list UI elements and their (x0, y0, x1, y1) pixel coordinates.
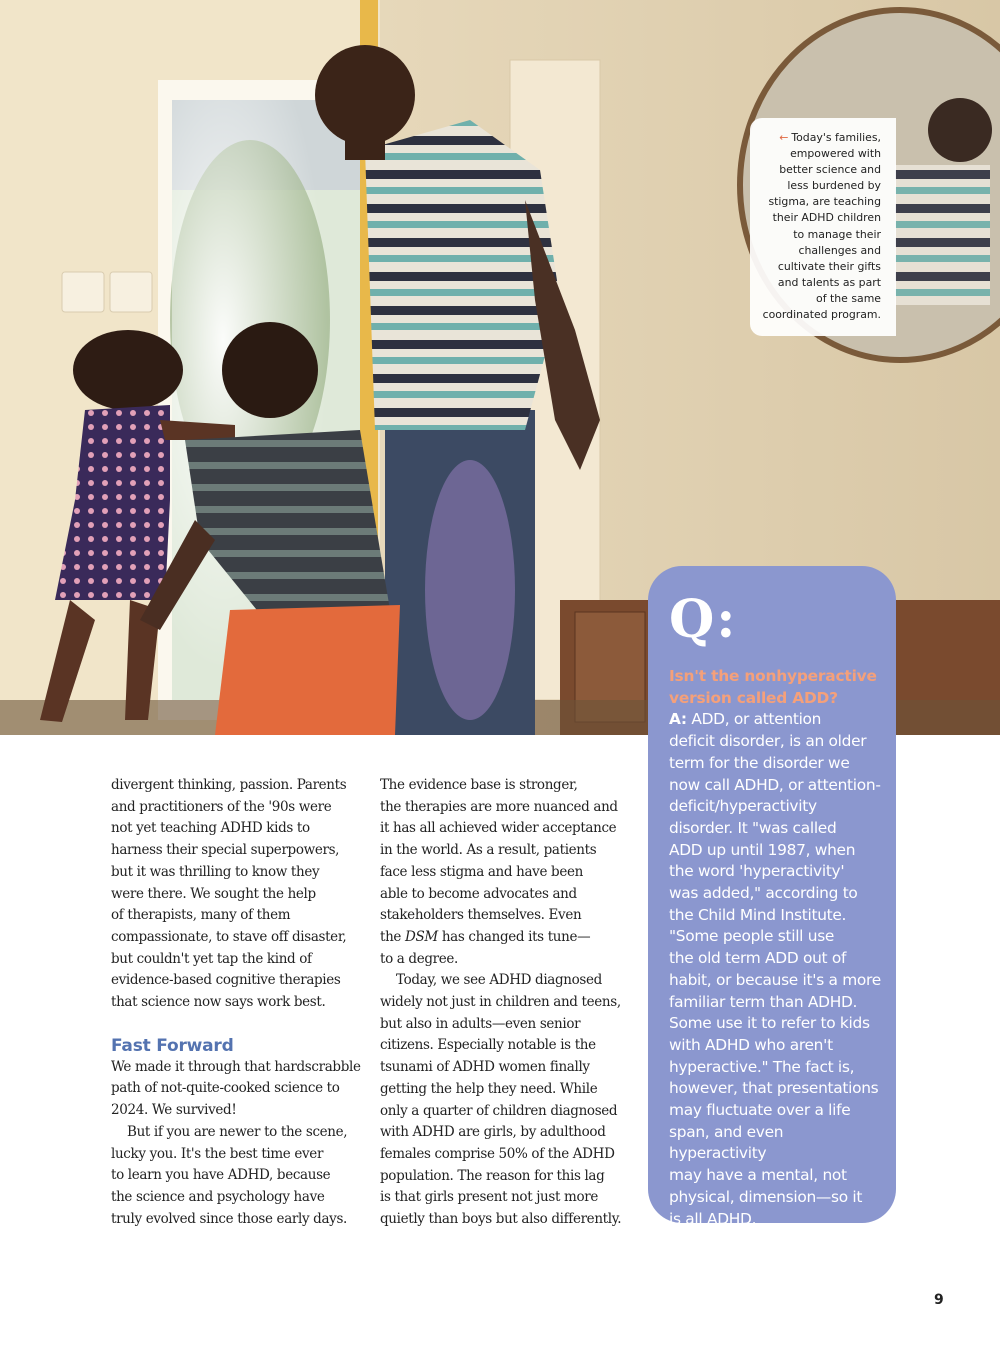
photo-caption (750, 118, 896, 336)
page-number: 9 (934, 1292, 944, 1308)
section-subhead: Fast Forward (111, 1035, 234, 1056)
text-column-1 (111, 775, 361, 1230)
a-label: A: (669, 710, 687, 729)
column1-paragraph-1: divergent thinking, passion. Parents and practitioners of the '90s were not yet teaching ADHD kids to harness their special superpowers, but it was thrilling to know they were there. We sought the help of therapists, many of them compassionate, to stave off disaster, but couldn't yet tap the kind of evidence-based cognitive therapies that science now says work best. (111, 777, 347, 1011)
arrow-left-icon: ← (779, 131, 789, 144)
qa-question: Isn't the nonhyperactive version called ADD? (669, 667, 877, 707)
column2-paragraph-2: Today, we see ADHD diagnosed widely not just in children and teens, but also in adults—even senior citizens. Especially notable is the tsunami of ADHD women finally getting the help they need. While only a quarter of children diagnosed with ADHD are girls, by adulthood females comprise 50% of the ADHD population. The reason for this lag is that girls present not just more quietly than boys but also differently. (380, 972, 622, 1228)
column2-paragraph-1-tail: has changed its tune— to a degree. (380, 928, 591, 967)
column2-paragraph-1-text: The evidence base is stronger, the therapies are more nuanced and it has all achieved wider acceptance in the world. As a result, patients face less stigma and have been able to become advocates and stakeholders themselves. Even the (380, 777, 618, 945)
qa-answer-text: ADD, or attention deficit disorder, is an older term for the disorder we now call ADHD, or attention- deficit/hyperactivity disorder. It "was called ADD up until 1987, when the word 'hyperactivity' was added," according to the Child Mind Institute. "Some people still use the old term ADD out of habit, or because it's a more familiar term than ADHD. Some use it to refer to kids with ADHD who aren't hyperactive." The fact is, however, that presentations may fluctuate over a life span, and even hyperactivity may have a mental, not physical, dimension—so it is all ADHD. (669, 710, 881, 1228)
q-label: Q: (669, 589, 738, 650)
column1-paragraph-3: But if you are newer to the scene, lucky you. It's the best time ever to learn you have ADHD, because the science and psychology have truly evolved since those early days. (111, 1123, 348, 1227)
caption-text: Today's families, empowered with better science and less burdened by stigma, are teaching their ADHD children to manage their challenges and cultivate their gifts and talents as part of the same coordinated program. (762, 131, 881, 322)
qa-sidebar (648, 566, 896, 1228)
column2-paragraph-1 (380, 775, 630, 970)
dsm-italic: DSM (405, 928, 438, 945)
column1-paragraph-2: We made it through that hardscrabble path of not-quite-cooked science to 2024. We survived! (111, 1058, 361, 1119)
text-column-2 (380, 775, 630, 1231)
qa-answer (669, 709, 882, 1230)
